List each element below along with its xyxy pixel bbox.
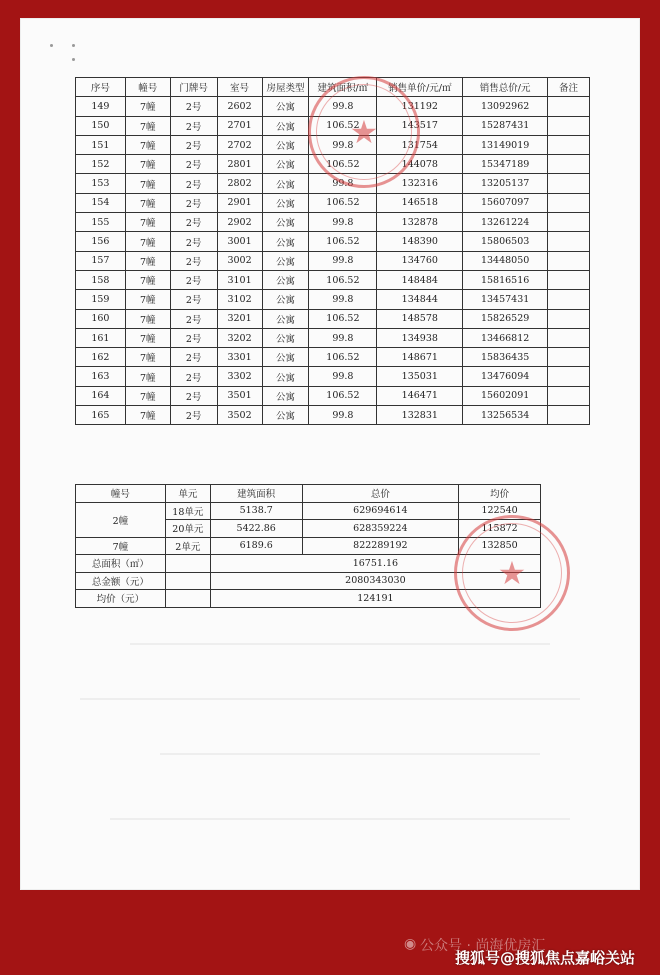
table-cell: 162: [76, 348, 126, 367]
table-cell: 134844: [377, 290, 463, 309]
table-cell: 13092962: [463, 97, 548, 116]
table-cell: 2号: [170, 406, 217, 425]
table-cell: 公寓: [262, 97, 309, 116]
table-cell: 3002: [217, 251, 262, 270]
table-cell: 132831: [377, 406, 463, 425]
table-cell: 7幢: [125, 155, 170, 174]
table-cell: 公寓: [262, 290, 309, 309]
header-cell: 室号: [217, 78, 262, 97]
table-cell: 2701: [217, 116, 262, 135]
table-cell: 152: [76, 155, 126, 174]
header-cell: 幢号: [76, 485, 166, 503]
table-cell: 公寓: [262, 328, 309, 347]
table-cell: 2号: [170, 251, 217, 270]
table-cell: 3202: [217, 328, 262, 347]
table-cell: 132878: [377, 213, 463, 232]
area-cell: 5138.7: [210, 502, 302, 520]
table-cell: 7幢: [125, 251, 170, 270]
table-cell: 2号: [170, 328, 217, 347]
table-cell: 2号: [170, 116, 217, 135]
table-cell: 99.8: [309, 97, 377, 116]
table-cell: 13149019: [463, 135, 548, 154]
table-cell: 7幢: [125, 328, 170, 347]
table-row: [76, 251, 590, 270]
table-cell: 148390: [377, 232, 463, 251]
header-cell: 销售总价/元: [463, 78, 548, 97]
table-cell: 13256534: [463, 406, 548, 425]
table-cell: 106.52: [309, 232, 377, 251]
building-cell: 2幢: [76, 502, 166, 537]
table-cell: 公寓: [262, 367, 309, 386]
unit-cell: 18单元: [165, 502, 210, 520]
empty-cell: [165, 555, 210, 573]
table-cell: 7幢: [125, 406, 170, 425]
total-amount-value: 2080343030: [210, 572, 540, 590]
table-cell: [548, 174, 590, 193]
table-cell: [548, 97, 590, 116]
table-row: [76, 213, 590, 232]
table-cell: 15836435: [463, 348, 548, 367]
table-cell: [548, 251, 590, 270]
table-cell: 99.8: [309, 174, 377, 193]
table-row: [76, 309, 590, 328]
avg-cell: 122540: [459, 502, 541, 520]
table-cell: 公寓: [262, 155, 309, 174]
table-cell: 146471: [377, 386, 463, 405]
table-cell: 2号: [170, 290, 217, 309]
official-seal-icon: ★: [308, 76, 420, 188]
header-cell: 均价: [459, 485, 541, 503]
table-cell: 2号: [170, 386, 217, 405]
table-cell: 131192: [377, 97, 463, 116]
table-cell: 2702: [217, 135, 262, 154]
table-cell: 99.8: [309, 251, 377, 270]
table-cell: [548, 386, 590, 405]
table-cell: [548, 116, 590, 135]
table-cell: 106.52: [309, 116, 377, 135]
table-cell: 150: [76, 116, 126, 135]
table-cell: 2801: [217, 155, 262, 174]
table-cell: 99.8: [309, 406, 377, 425]
table-cell: 7幢: [125, 367, 170, 386]
table-cell: 144078: [377, 155, 463, 174]
table-cell: 99.8: [309, 367, 377, 386]
table-cell: 3502: [217, 406, 262, 425]
table-cell: 13466812: [463, 328, 548, 347]
table-cell: 3301: [217, 348, 262, 367]
table-cell: 公寓: [262, 251, 309, 270]
average-price-label: 均价（元）: [76, 590, 166, 608]
table-cell: 146518: [377, 193, 463, 212]
table-cell: 7幢: [125, 232, 170, 251]
total-amount-label: 总金额（元）: [76, 572, 166, 590]
table-cell: 公寓: [262, 213, 309, 232]
table-cell: 160: [76, 309, 126, 328]
table-cell: 2号: [170, 232, 217, 251]
table-cell: 15347189: [463, 155, 548, 174]
table-cell: 7幢: [125, 386, 170, 405]
table-cell: 2号: [170, 155, 217, 174]
document-page: [20, 18, 640, 890]
table-cell: 公寓: [262, 386, 309, 405]
table-cell: [548, 135, 590, 154]
table-row: [76, 386, 590, 405]
table-cell: 2802: [217, 174, 262, 193]
unit-cell: 2单元: [165, 537, 210, 555]
table-cell: 159: [76, 290, 126, 309]
table-cell: 7幢: [125, 116, 170, 135]
table-cell: 13205137: [463, 174, 548, 193]
table-cell: 公寓: [262, 232, 309, 251]
table-cell: 134760: [377, 251, 463, 270]
table-header-row: [76, 485, 541, 503]
table-cell: [548, 309, 590, 328]
table-cell: 164: [76, 386, 126, 405]
table-cell: 3102: [217, 290, 262, 309]
header-cell: 房屋类型: [262, 78, 309, 97]
table-cell: 99.8: [309, 135, 377, 154]
scan-speck: [50, 44, 53, 47]
table-cell: 106.52: [309, 348, 377, 367]
table-cell: 2602: [217, 97, 262, 116]
table-cell: 3302: [217, 367, 262, 386]
header-cell: 备注: [548, 78, 590, 97]
table-cell: 15287431: [463, 116, 548, 135]
total-area-value: 16751.16: [210, 555, 540, 573]
table-cell: 2号: [170, 213, 217, 232]
table-cell: 131754: [377, 135, 463, 154]
table-cell: [548, 348, 590, 367]
table-cell: 154: [76, 193, 126, 212]
table-cell: 7幢: [125, 193, 170, 212]
scan-speck: [72, 44, 75, 47]
table-cell: [548, 290, 590, 309]
table-cell: 157: [76, 251, 126, 270]
header-cell: 销售单价/元/㎡: [377, 78, 463, 97]
table-row: [76, 348, 590, 367]
scan-smudge: [160, 753, 540, 755]
total-cell: 628359224: [302, 520, 459, 538]
table-cell: [548, 213, 590, 232]
table-row: [76, 193, 590, 212]
area-cell: 6189.6: [210, 537, 302, 555]
table-cell: 155: [76, 213, 126, 232]
average-price-value: 124191: [210, 590, 540, 608]
table-row: [76, 232, 590, 251]
table-cell: 7幢: [125, 213, 170, 232]
table-cell: [548, 270, 590, 289]
scan-smudge: [110, 818, 570, 820]
table-cell: 2号: [170, 97, 217, 116]
table-cell: 106.52: [309, 270, 377, 289]
table-cell: 7幢: [125, 309, 170, 328]
table-cell: 2号: [170, 348, 217, 367]
unit-cell: 20单元: [165, 520, 210, 538]
table-cell: 3201: [217, 309, 262, 328]
table-cell: 135031: [377, 367, 463, 386]
table-cell: 106.52: [309, 155, 377, 174]
table-cell: 公寓: [262, 116, 309, 135]
table-row: [76, 270, 590, 289]
table-row: [76, 367, 590, 386]
area-cell: 5422.86: [210, 520, 302, 538]
table-cell: [548, 232, 590, 251]
table-cell: 149: [76, 97, 126, 116]
table-cell: 148578: [377, 309, 463, 328]
total-area-label: 总面积（㎡）: [76, 555, 166, 573]
table-cell: 15826529: [463, 309, 548, 328]
table-cell: [548, 328, 590, 347]
table-cell: 148671: [377, 348, 463, 367]
table-cell: [548, 193, 590, 212]
table-cell: [548, 155, 590, 174]
avg-cell: 132850: [459, 537, 541, 555]
table-cell: 106.52: [309, 193, 377, 212]
table-cell: 165: [76, 406, 126, 425]
table-cell: 132316: [377, 174, 463, 193]
table-cell: 2号: [170, 174, 217, 193]
table-cell: 公寓: [262, 309, 309, 328]
header-cell: 序号: [76, 78, 126, 97]
table-cell: 公寓: [262, 193, 309, 212]
header-cell: 总价: [302, 485, 459, 503]
table-row: [76, 328, 590, 347]
table-cell: 148484: [377, 270, 463, 289]
table-cell: 15602091: [463, 386, 548, 405]
table-cell: 99.8: [309, 328, 377, 347]
table-cell: 163: [76, 367, 126, 386]
table-cell: 106.52: [309, 309, 377, 328]
avg-cell: 115872: [459, 520, 541, 538]
building-cell: 7幢: [76, 537, 166, 555]
header-cell: 建筑面积: [210, 485, 302, 503]
table-cell: [548, 367, 590, 386]
table-cell: 2号: [170, 367, 217, 386]
table-cell: 7幢: [125, 290, 170, 309]
header-cell: 建筑面积/㎡: [309, 78, 377, 97]
table-cell: 13457431: [463, 290, 548, 309]
table-cell: 公寓: [262, 348, 309, 367]
table-cell: 2号: [170, 135, 217, 154]
total-cell: 629694614: [302, 502, 459, 520]
table-cell: 13448050: [463, 251, 548, 270]
table-cell: 161: [76, 328, 126, 347]
table-cell: 2号: [170, 270, 217, 289]
table-cell: 153: [76, 174, 126, 193]
empty-cell: [165, 572, 210, 590]
table-row: [76, 290, 590, 309]
table-cell: 134938: [377, 328, 463, 347]
table-cell: [548, 406, 590, 425]
official-seal-icon: ★: [454, 515, 570, 631]
table-cell: 7幢: [125, 270, 170, 289]
table-cell: 2号: [170, 309, 217, 328]
header-cell: 幢号: [125, 78, 170, 97]
table-cell: 99.8: [309, 290, 377, 309]
header-cell: 单元: [165, 485, 210, 503]
table-cell: 公寓: [262, 406, 309, 425]
table-cell: 158: [76, 270, 126, 289]
table-cell: 公寓: [262, 270, 309, 289]
table-cell: 15816516: [463, 270, 548, 289]
table-cell: 15806503: [463, 232, 548, 251]
table-cell: 7幢: [125, 348, 170, 367]
table-cell: 7幢: [125, 97, 170, 116]
table-cell: 156: [76, 232, 126, 251]
table-row: [76, 406, 590, 425]
table-cell: 106.52: [309, 386, 377, 405]
empty-cell: [165, 590, 210, 608]
table-cell: 公寓: [262, 135, 309, 154]
scan-smudge: [130, 643, 550, 645]
watermark-main: 搜狐号@搜狐焦点嘉峪关站: [455, 949, 636, 967]
table-cell: 15607097: [463, 193, 548, 212]
table-cell: 7幢: [125, 174, 170, 193]
table-cell: 99.8: [309, 213, 377, 232]
table-cell: 13261224: [463, 213, 548, 232]
table-cell: 151: [76, 135, 126, 154]
table-cell: 143517: [377, 116, 463, 135]
table-cell: 3101: [217, 270, 262, 289]
watermark-faint: 公众号 · 尚海优房汇: [420, 938, 546, 954]
table-cell: 2902: [217, 213, 262, 232]
table-cell: 7幢: [125, 135, 170, 154]
table-cell: 3501: [217, 386, 262, 405]
table-cell: 公寓: [262, 174, 309, 193]
scan-speck: [72, 58, 75, 61]
table-cell: 2号: [170, 193, 217, 212]
table-cell: 13476094: [463, 367, 548, 386]
header-cell: 门牌号: [170, 78, 217, 97]
table-cell: 2901: [217, 193, 262, 212]
wechat-icon: ◉: [404, 936, 417, 952]
table-row: [76, 502, 541, 520]
table-cell: 3001: [217, 232, 262, 251]
scan-smudge: [80, 698, 580, 700]
total-cell: 822289192: [302, 537, 459, 555]
